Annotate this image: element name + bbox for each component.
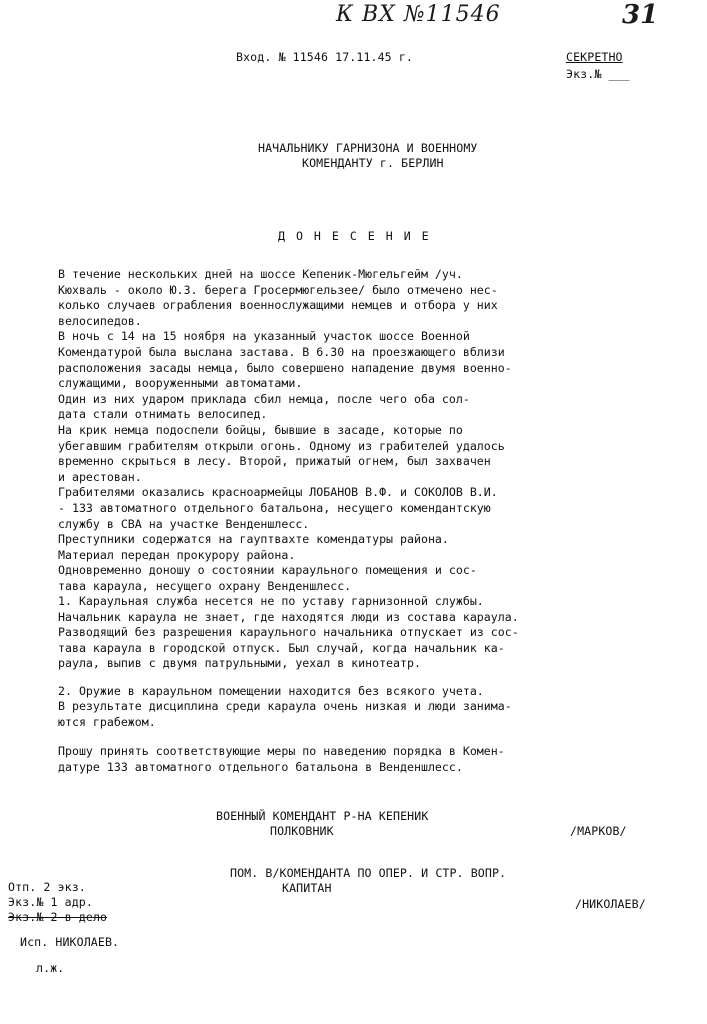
text-line: - 133 автоматного отдельного батальона, несущего комендантскую [58,501,491,515]
text-line: временно скрыться в лесу. Второй, прижатый огнем, был захвачен [58,454,491,469]
signature-1-title: ВОЕННЫЙ КОМЕНДАНТ Р-НА КЕПЕНИК [216,809,429,823]
text-line: Грабителями оказались красноармейцы ЛОБАНОВ В.Ф. и СОКОЛОВ В.И. [58,485,498,500]
point-line: 2. Оружие в караульном помещении находится без всякого учета. [58,684,484,698]
text-line: убегавшим грабителям открыли огонь. Одному из грабителей удалось [58,438,505,453]
typist-initials: л.ж. [36,961,65,975]
text-line: тава караула, несущего охрану Венденшлесс. [58,579,352,593]
secrecy-stamp: СЕКРЕТНО [566,50,623,64]
distribution-copy-2: Экз.№ 2 в дело [8,910,108,924]
page-number: 31 [622,0,659,30]
report-request [58,744,698,778]
text-line: Прошу принять соответствующие меры по наведению порядка в Комен- [58,744,505,758]
text-line: службу в СВА на участке Венденшлесс. [58,516,310,531]
text-line: служащими, вооруженными автоматами. [58,376,303,391]
text-line: На крик немца подоспели бойцы, бывшие в засаде, которые по [58,423,463,437]
executor: Исп. НИКОЛАЕВ. [20,935,120,949]
report-body [58,267,698,597]
copy-number: Экз.№ ___ [566,67,630,81]
document-title: Д О Н Е С Е Н И Е [278,229,431,243]
text-line: ются грабежом. [58,714,156,729]
signature-1-name: /МАРКОВ/ [570,824,627,838]
signature-2-rank: КАПИТАН [282,881,332,895]
handwritten-reference: К ВХ №11546 [336,2,501,27]
report-conclusion [58,699,698,733]
text-line: и арестован. [58,469,142,484]
point-line: Разводящий без разрешения караульного начальника отпускает из сос- [58,625,519,640]
addressee-line-2: КОМЕНДАНТУ г. БЕРЛИН [302,156,444,170]
distribution-copy-1: Экз.№ 1 адр. [8,895,93,909]
signature-1-rank: ПОЛКОВНИК [270,824,334,838]
text-line: Материал передан прокурору района. [58,547,296,562]
text-line: Одновременно доношу о состоянии караульного помещения и сос- [58,563,477,578]
text-line: Преступники содержатся на гауптвахте комендатуры района. [58,532,449,547]
point-line: тава караула в городской отпуск. Был случай, когда начальник ка- [58,640,505,655]
text-line: Кюхваль - около Ю.З. берега Гросермюгельзее/ было отмечено нес- [58,282,498,297]
text-line: В ночь с 14 на 15 ноября на указанный участок шоссе Военной [58,329,470,344]
addressee-line-1: НАЧАЛЬНИКУ ГАРНИЗОНА И ВОЕННОМУ [258,141,478,155]
text-line: колько случаев ограбления военнослужащими немцев и отбора у них [58,298,498,313]
distribution-copies: Отп. 2 экз. [8,880,86,894]
point-line: раула, выпив с двумя патрульными, уехал в кинотеатр. [58,656,421,671]
signature-2-title: ПОМ. В/КОМЕНДАНТА ПО ОПЕР. И СТР. ВОПР. [230,866,507,880]
report-points [58,594,698,704]
text-line: В результате дисциплина среди караула очень низкая и люди занима- [58,699,512,713]
text-line: датуре 133 автоматного отдельного батальона в Венденшлесс. [58,759,463,774]
point-line: 1. Караульная служба несется не по уставу гарнизонной службы. [58,594,484,608]
text-line: Один из них ударом приклада сбил немца, после чего оба сол- [58,391,470,406]
text-line: Комендатурой была выслана застава. В 6.30 на проезжающего вблизи [58,345,505,359]
text-line: велосипедов. [58,313,142,328]
text-line: В течение нескольких дней на шоссе Кепеник-Мюгельгейм /уч. [58,267,463,281]
point-line: Начальник караула не знает, где находятся люди из состава караула. [58,609,519,624]
entry-line: Вход. № 11546 17.11.45 г. [236,50,414,64]
signature-2-name: /НИКОЛАЕВ/ [575,897,646,911]
text-line: дата стали отнимать велосипед. [58,407,268,422]
text-line: расположения засады немца, было совершено нападение двумя военно- [58,360,512,375]
